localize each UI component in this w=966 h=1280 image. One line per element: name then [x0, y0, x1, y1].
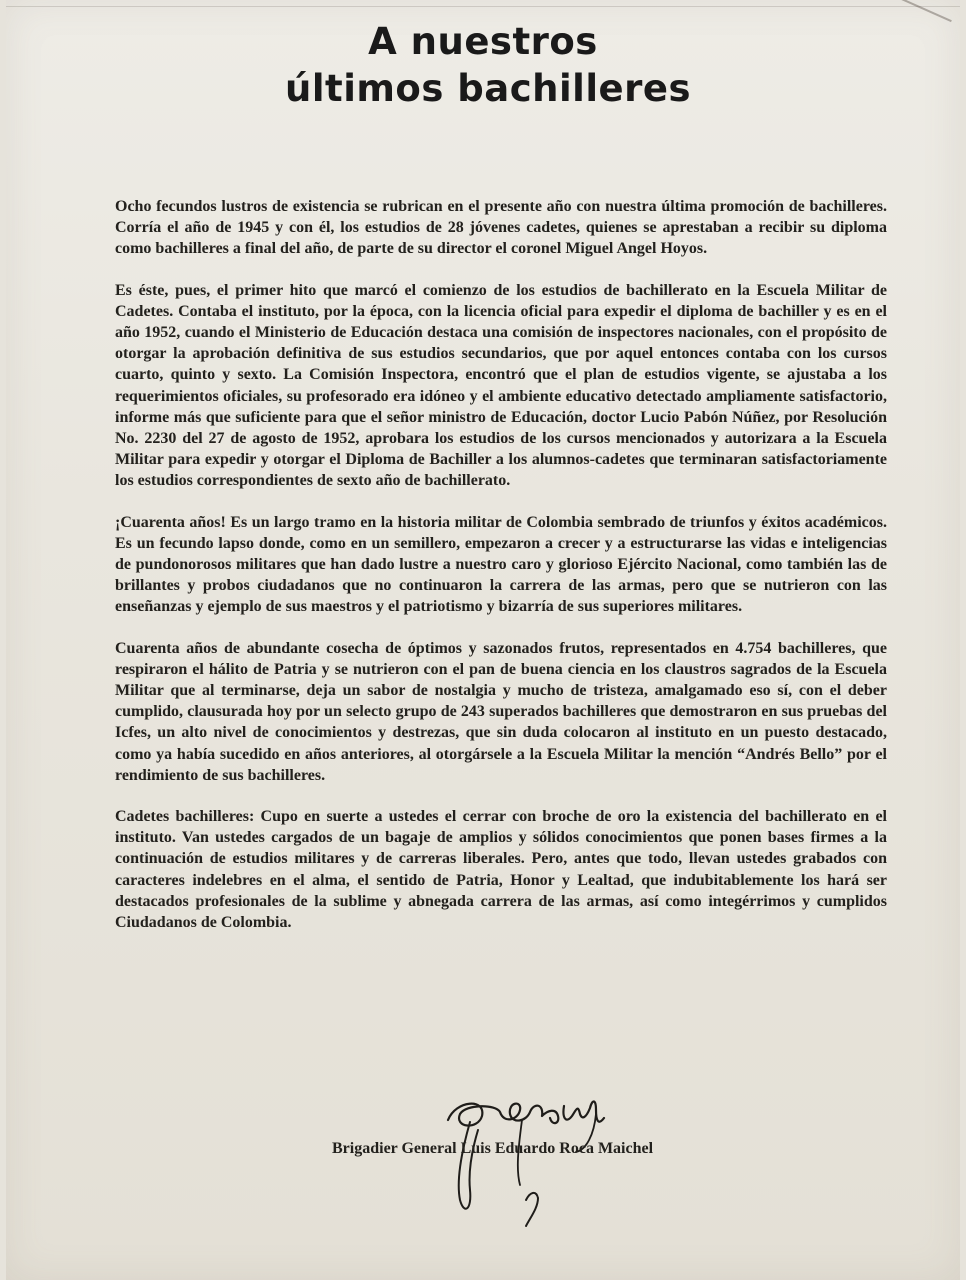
document-body [115, 196, 887, 953]
paragraph: Cadetes bachilleres: Cupo en suerte a ustedes el cerrar con broche de oro la existencia del bachillerato en el instituto. Van ustedes cargados de un bagaje de amplios y sólidos conocimientos que ponen bases firmes a la continuación de estudios militares y de carreras liberales. Pero, antes que todo, llevan ustedes grabados con caracteres indelebres en el alma, el sentido de Patria, Honor y Lealtad, que indubitablemente los hará ser destacados profesionales de la sublime y abnegada carrera de las armas, así como integérrimos y cumplidos Ciudadanos de Colombia. [115, 808, 887, 932]
document-title [6, 18, 960, 112]
signature-block [326, 1090, 746, 1240]
paragraph: Es éste, pues, el primer hito que marcó el comienzo de los estudios de bachillerato en la Escuela Militar de Cadetes. Contaba el instituto, por la época, con la licencia oficial para expedir el diploma de bachiller y es en el año 1952, cuando el Ministerio de Educación destaca una comisión de inspectores nacionales, con el propósito de otorgar la aprobación definitiva de sus estudios secundarios, que por aquel entonces contaba con los cursos cuarto, quinto y sexto. La Comisión Inspectora, encontró que el plan de estudios vigente, se ajustaba a los requerimientos oficiales, su profesorado era idóneo y el ambiente educativo detectado ampliamente satisfactorio, informe más que suficiente para que el señor ministro de Educación, doctor Lucio Pabón Núñez, por Resolución No. 2230 del 27 de agosto de 1952, aprobara los estudios de los cursos mencionados y autorizara a la Escuela Militar para expedir y otorgar el Diploma de Bachiller a los alumnos-cadetes que terminaran satisfactoriamente los estudios correspondientes de sexto año de bachillerato. [115, 281, 887, 490]
page-crease [6, 6, 960, 7]
handwritten-signature [426, 1090, 626, 1235]
paragraph: ¡Cuarenta años! Es un largo tramo en la historia militar de Colombia sembrado de triunfos y éxitos académicos. Es un fecundo lapso donde, como en un semillero, empezaron a crecer y a estructurarse las vidas e inteligencias de pundonorosos militares que han dado lustre a nuestro caro y glorioso Ejército Nacional, como también las de brillantes y probos ciudadanos que no continuaron la carrera de las armas, pero que se nutrieron con las enseñanzas y ejemplo de sus maestros y el patriotismo y bizarría de sus superiores militares. [115, 513, 887, 616]
paragraph: Cuarenta años de abundante cosecha de óptimos y sazonados frutos, representados en 4.754 bachilleres, que respiraron el hálito de Patria y se nutrieron con el pan de buena ciencia en los claustros sagrados de la Escuela Militar que al terminarse, deja un sabor de nostalgia y mucho de tristeza, amalgamado eso sí, con el deber cumplido, clausurada hoy por un selecto grupo de 243 superados bachilleres que demostraron en sus pruebas del Icfes, un alto nivel de conocimientos y destrezas, que sin duda colocaron al instituto en un puesto destacado, como ya había sucedido en años anteriores, al otorgársele a la Escuela Militar la mención “Andrés Bello” por el rendimiento de sus bachilleres. [115, 639, 887, 784]
signatory-name: Brigadier General Luis Eduardo Roca Maichel [332, 1140, 654, 1157]
paragraph: Ocho fecundos lustros de existencia se rubrican en el presente año con nuestra última promoción de bachilleres. Corría el año de 1945 y con él, los estudios de 28 jóvenes cadetes, quienes se aprestaban a recibir su diploma como bachilleres a final del año, de parte de su director el coronel Miguel Angel Hoyos. [115, 198, 887, 258]
title-line-2: últimos bachilleres [284, 67, 691, 110]
title-line-1: A nuestros [368, 20, 598, 63]
document-page [6, 0, 960, 1280]
